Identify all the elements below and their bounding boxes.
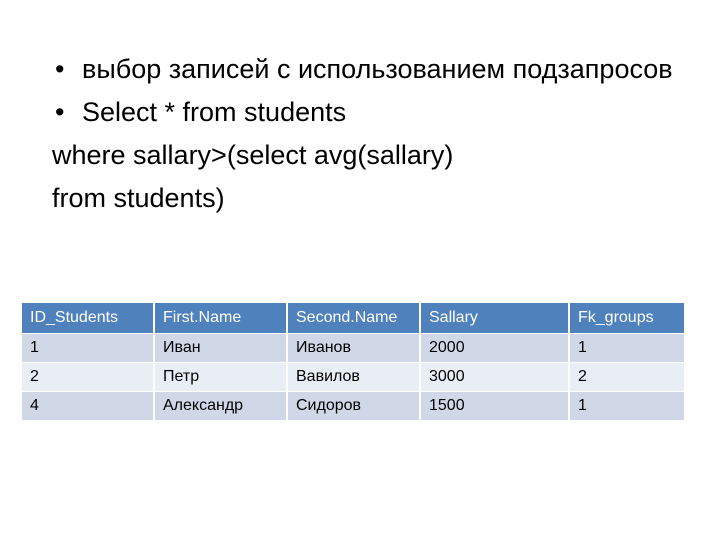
table-row bbox=[22, 363, 686, 392]
column-header: ID_Students bbox=[22, 303, 155, 334]
table-cell: Александр bbox=[155, 392, 288, 421]
bullet-item bbox=[52, 91, 702, 134]
table-cell: 1 bbox=[22, 334, 155, 363]
table-cell: Вавилов bbox=[288, 363, 421, 392]
table-cell: 2000 bbox=[421, 334, 570, 363]
bullet-text: Select * from students bbox=[82, 97, 347, 127]
bullet-item bbox=[52, 48, 702, 91]
table-cell: Сидоров bbox=[288, 392, 421, 421]
bullet-mark: • bbox=[55, 97, 65, 127]
table-cell: 1 bbox=[570, 334, 686, 363]
table-cell: 2 bbox=[22, 363, 155, 392]
column-header: First.Name bbox=[155, 303, 288, 334]
column-header: Sallary bbox=[421, 303, 570, 334]
table-cell: Иван bbox=[155, 334, 288, 363]
table-cell: 4 bbox=[22, 392, 155, 421]
table-row bbox=[22, 334, 686, 363]
table-cell: 2 bbox=[570, 363, 686, 392]
table-cell: 1 bbox=[570, 392, 686, 421]
column-header: Fk_groups bbox=[570, 303, 686, 334]
table-cell: Иванов bbox=[288, 334, 421, 363]
table-header-row bbox=[22, 303, 686, 334]
bullet-mark: • bbox=[55, 54, 65, 84]
table-cell: 1500 bbox=[421, 392, 570, 421]
query-line: where sallary>(select avg(sallary) bbox=[52, 140, 454, 170]
table-cell: Петр bbox=[155, 363, 288, 392]
slide-text bbox=[52, 48, 702, 220]
bullet-text: выбор записей с использованием подзапросов bbox=[82, 54, 673, 84]
column-header: Second.Name bbox=[288, 303, 421, 334]
table-row bbox=[22, 392, 686, 421]
table-cell: 3000 bbox=[421, 363, 570, 392]
students-table bbox=[22, 303, 686, 421]
query-line: from students) bbox=[52, 183, 225, 213]
